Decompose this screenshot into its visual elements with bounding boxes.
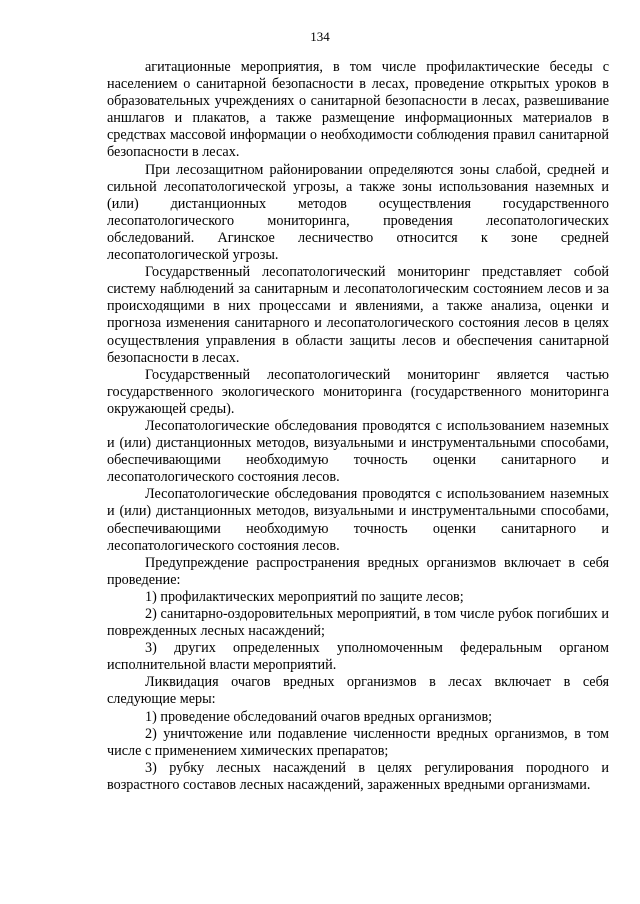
paragraph-prevention-intro: Предупреждение распространения вредных организмов включает в себя проведение: [107, 554, 609, 588]
paragraph-zoning: При лесозащитном районировании определяются зоны слабой, средней и сильной лесопатологической угрозы, а также зоны использования наземных и (или) дистанционных методов осуществления государственного лесопатологического мониторинга, проведения лесопатологических обследований. Агинское лесничество относится к зоне средней лесопатологической угрозы. [107, 161, 609, 264]
list-item-prevention-1: 1) профилактических мероприятий по защите лесов; [145, 588, 464, 605]
paragraph-elimination-intro: Ликвидация очагов вредных организмов в лесах включает в себя следующие меры: [107, 674, 609, 708]
paragraph-continuation: агитационные мероприятия, в том числе профилактические беседы с населением о санитарной безопасности в лесах, проведение открытых уроков в образовательных учреждениях о санитарной безопасности в лесах, развешивание аншлагов и плакатов, а также размещение информационных материалов в средствах массовой информации о необходимости соблюдения правил санитарной безопасности в лесах. [107, 59, 609, 161]
paragraph-monitoring-definition: Государственный лесопатологический мониторинг представляет собой систему наблюдений за санитарным и лесопатологическим состоянием лесов и за происходящими в них процессами и явлениями, а также анализа, оценки и прогноза изменения санитарного и лесопатологического состояния лесов в целях осуществления управления в области защиты лесов и обеспечения санитарной безопасности в лесах. [107, 264, 609, 366]
list-item-elimination-2: 2) уничтожение или подавление численности вредных организмов, в том числе с применением химических препаратов; [107, 725, 609, 759]
paragraph-surveys-2: Лесопатологические обследования проводятся с использованием наземных и (или) дистанционных методов, визуальными и инструментальными способами, обеспечивающими необходимую точность оценки санитарного и лесопатологического состояния лесов. [107, 486, 609, 554]
paragraph-monitoring-part: Государственный лесопатологический мониторинг является частью государственного экологического мониторинга (государственного мониторинга окружающей среды). [107, 366, 609, 417]
document-body [107, 59, 609, 794]
list-item-elimination-1: 1) проведение обследований очагов вредных организмов; [145, 708, 493, 725]
list-item-elimination-3: 3) рубку лесных насаждений в целях регулирования породного и возрастного составов лесных насаждений, зараженных вредными организмами. [107, 759, 609, 793]
list-item-prevention-3: 3) других определенных уполномоченным федеральным органом исполнительной власти мероприятий. [107, 640, 609, 674]
list-item-prevention-2: 2) санитарно-оздоровительных мероприятий, в том числе рубок погибших и поврежденных лесных насаждений; [107, 606, 609, 640]
paragraph-surveys-1: Лесопатологические обследования проводятся с использованием наземных и (или) дистанционных методов, визуальными и инструментальными способами, обеспечивающими необходимую точность оценки санитарного и лесопатологического состояния лесов. [107, 417, 609, 486]
page-number: 134 [310, 29, 330, 44]
